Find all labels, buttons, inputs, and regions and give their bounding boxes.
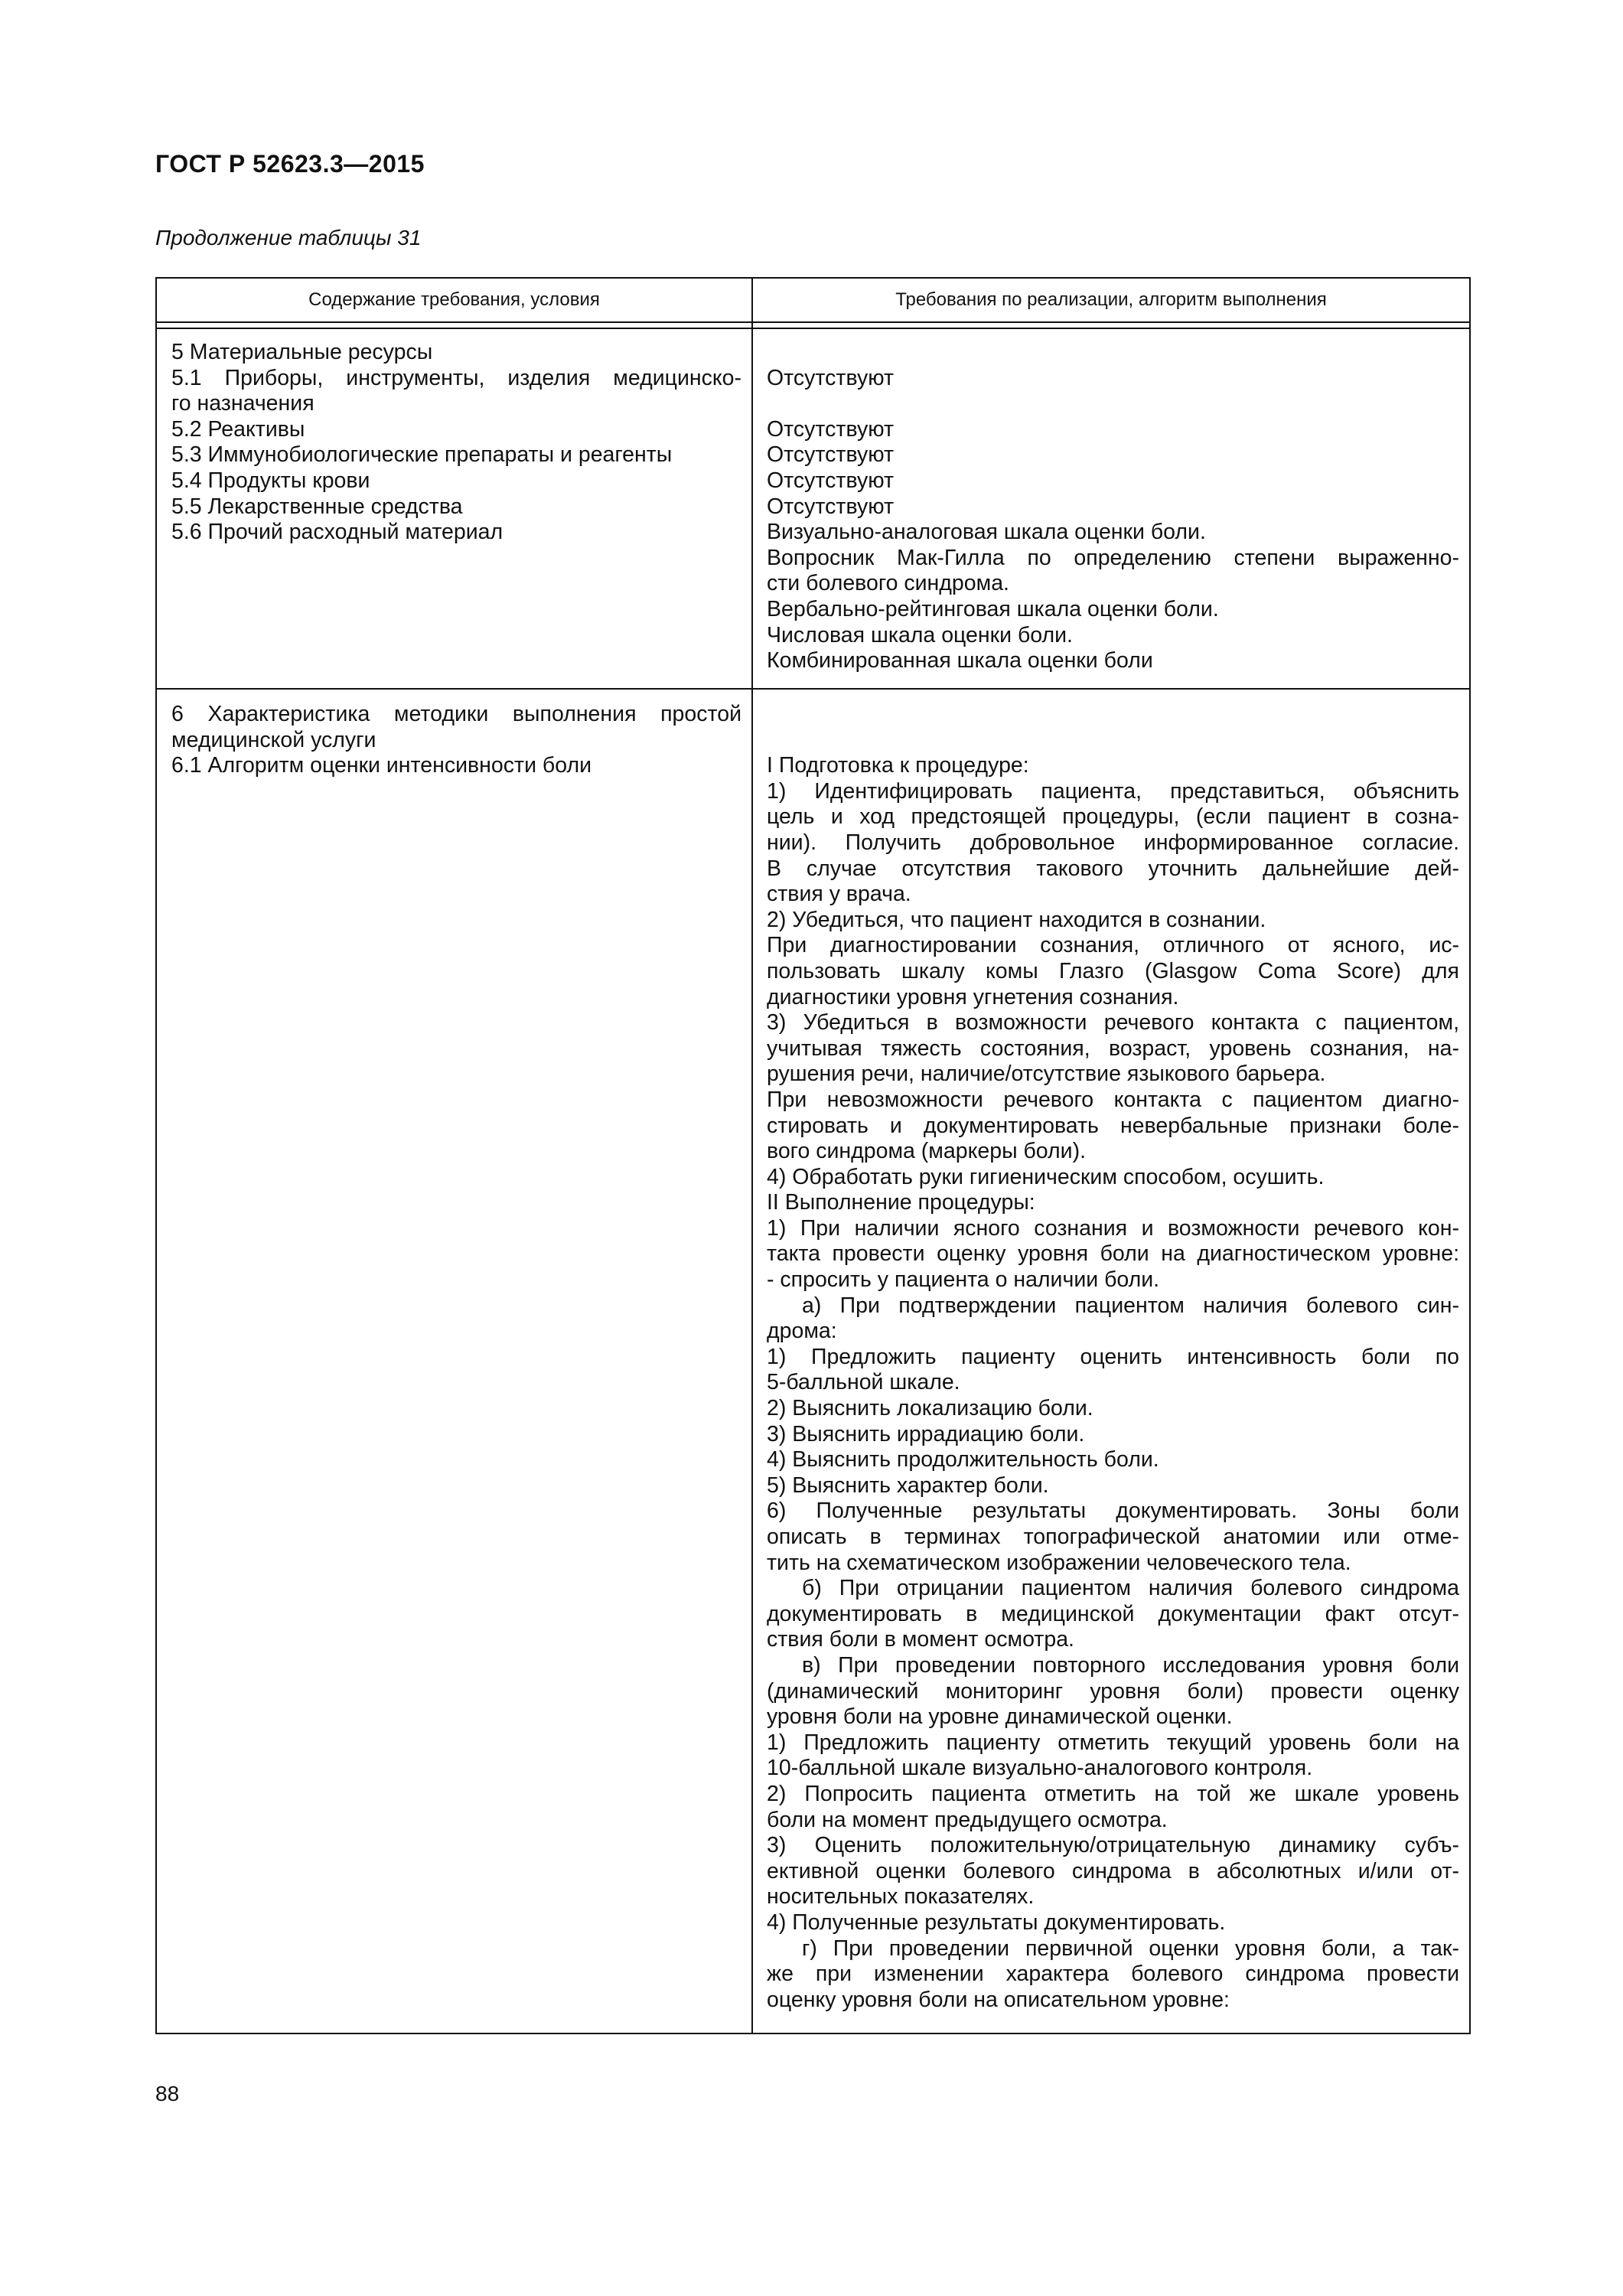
text-line: 6) Полученные результаты документировать. Зоны боли xyxy=(767,1499,1459,1524)
text-line: II Выполнение процедуры: xyxy=(767,1190,1035,1215)
text-line: документировать в медицинской документации факт отсут- xyxy=(767,1601,1459,1626)
text-line: - спросить у пациента о наличии боли. xyxy=(767,1267,1160,1293)
text-line: г) При проведении первичной оценки уровня боли, а так- xyxy=(802,1936,1459,1961)
text-line: б) При отрицании пациентом наличия болевого синдрома xyxy=(802,1576,1459,1601)
text-line: ективной оценки болевого синдрома в абсолютных и/или от- xyxy=(767,1858,1459,1883)
text-line: В случае отсутствия такового уточнить дальнейшие дей- xyxy=(767,856,1459,881)
text-line: 1) Идентифицировать пациента, представиться, объяснить xyxy=(767,778,1459,804)
row2-implementation-cell xyxy=(767,702,1459,2013)
text-line: го назначения xyxy=(171,391,314,416)
text-line: пользовать шкалу комы Глазго (Glasgow Coma Score) для xyxy=(767,958,1459,983)
text-line xyxy=(767,391,1459,417)
text-line: Отсутствуют xyxy=(767,416,895,442)
text-line: медицинской услуги xyxy=(171,727,376,752)
text-line: уровня боли на уровне динамической оценки. xyxy=(767,1704,1233,1730)
text-line: 4) Полученные результаты документировать. xyxy=(767,1910,1226,1935)
text-line: нии). Получить добровольное информированное согласие. xyxy=(767,830,1459,855)
text-line xyxy=(767,728,1459,754)
text-line: При невозможности речевого контакта с пациентом диагно- xyxy=(767,1087,1459,1112)
column-divider xyxy=(751,279,753,2033)
text-line: 5.1 Приборы, инструменты, изделия медицинско- xyxy=(171,365,741,390)
header-divider-top xyxy=(157,321,1469,323)
text-line: Вопросник Мак-Гилла по определению степени выраженно- xyxy=(767,545,1459,570)
table-caption: Продолжение таблицы 31 xyxy=(155,226,422,249)
text-line xyxy=(767,702,1459,728)
text-line: 2) Выяснить локализацию боли. xyxy=(767,1396,1093,1421)
text-line: 5.5 Лекарственные средства xyxy=(171,494,463,519)
text-line: 5 Материальные ресурсы xyxy=(171,340,433,364)
column-header-implementation: Требования по реализации, алгоритм выполнения xyxy=(895,289,1327,310)
column-header-conditions: Содержание требования, условия xyxy=(308,289,600,310)
text-line: 3) Оценить положительную/отрицательную динамику субъ- xyxy=(767,1833,1459,1858)
text-line: рушения речи, наличие/отсутствие языкового барьера. xyxy=(767,1062,1326,1087)
text-line: цель и ход предстоящей процедуры, (если пациент в созна- xyxy=(767,804,1459,830)
text-line: 1) Предложить пациенту отметить текущий уровень боли на xyxy=(767,1730,1459,1755)
text-line: Отсутствуют xyxy=(767,365,895,390)
text-line: сти болевого синдрома. xyxy=(767,571,1009,596)
text-line: 4) Обработать руки гигиеническим способом, осушить. xyxy=(767,1164,1325,1189)
row1-conditions-cell xyxy=(171,340,741,546)
text-line: Отсутствуют xyxy=(767,494,895,519)
text-line: же при изменении характера болевого синдрома провести xyxy=(767,1962,1459,1987)
text-line: 2) Попросить пациента отметить на той же шкале уровень xyxy=(767,1781,1459,1806)
text-line: 10-балльной шкале визуально-аналогового контроля. xyxy=(767,1756,1313,1781)
text-line: 5.4 Продукты крови xyxy=(171,468,370,493)
text-line: 3) Убедиться в возможности речевого контакта с пациентом, xyxy=(767,1010,1459,1035)
text-line: 2) Убедиться, что пациент находится в сознании. xyxy=(767,907,1266,932)
text-line: вого синдрома (маркеры боли). xyxy=(767,1139,1086,1164)
text-line: Отсутствуют xyxy=(767,468,895,493)
text-line: (динамический мониторинг уровня боли) провести оценку xyxy=(767,1678,1459,1704)
text-line: Вербально-рейтинговая шкала оценки боли. xyxy=(767,596,1219,621)
text-line: ствия боли в момент осмотра. xyxy=(767,1627,1074,1652)
text-line: 6 Характеристика методики выполнения простой xyxy=(171,702,741,726)
row-divider xyxy=(157,688,1469,690)
text-line: 6.1 Алгоритм оценки интенсивности боли xyxy=(171,753,592,778)
text-line: 5-балльной шкале. xyxy=(767,1370,960,1395)
text-line: 5.6 Прочий расходный материал xyxy=(171,520,504,545)
text-line: 5.2 Реактивы xyxy=(171,416,305,442)
text-line: Отсутствуют xyxy=(767,442,895,468)
header-divider-bottom xyxy=(157,328,1469,329)
text-line xyxy=(767,340,1459,366)
requirements-table xyxy=(155,277,1471,2034)
text-line: тить на схематическом изображении человеческого тела. xyxy=(767,1550,1351,1575)
text-line: При диагностировании сознания, отличного от ясного, ис- xyxy=(767,933,1459,958)
text-line: 1) При наличии ясного сознания и возможности речевого кон- xyxy=(767,1215,1459,1241)
text-line: описать в терминах топографической анатомии или отме- xyxy=(767,1525,1459,1549)
text-line: ствия у врача. xyxy=(767,882,911,907)
text-line: 1) Предложить пациенту оценить интенсивность боли по xyxy=(767,1344,1459,1369)
text-line: Числовая шкала оценки боли. xyxy=(767,622,1073,647)
text-line: 3) Выяснить иррадиацию боли. xyxy=(767,1421,1085,1446)
text-line: учитывая тяжесть состояния, возраст, уровень сознания, на- xyxy=(767,1035,1459,1061)
text-line: стировать и документировать невербальные признаки боле- xyxy=(767,1113,1459,1138)
text-line: оценку уровня боли на описательном уровне: xyxy=(767,1987,1230,2012)
text-line: носительных показателях. xyxy=(767,1884,1035,1910)
text-line: в) При проведении повторного исследования уровня боли xyxy=(802,1652,1459,1678)
row1-implementation-cell xyxy=(767,340,1459,674)
row2-conditions-cell xyxy=(171,702,741,779)
text-line: Визуально-аналоговая шкала оценки боли. xyxy=(767,520,1206,545)
text-line: Комбинированная шкала оценки боли xyxy=(767,648,1153,673)
text-line: 4) Выяснить продолжительность боли. xyxy=(767,1447,1159,1473)
text-line: дрома: xyxy=(767,1319,837,1344)
text-line: а) При подтверждении пациентом наличия болевого син- xyxy=(802,1293,1459,1318)
text-line: 5.3 Иммунобиологические препараты и реагенты xyxy=(171,442,673,468)
text-line: диагностики уровня угнетения сознания. xyxy=(767,984,1179,1009)
text-line: такта провести оценку уровня боли на диагностическом уровне: xyxy=(767,1241,1459,1267)
page-number: 88 xyxy=(155,2082,180,2105)
text-line: I Подготовка к процедуре: xyxy=(767,753,1029,778)
text-line: 5) Выяснить характер боли. xyxy=(767,1473,1049,1498)
text-line: боли на момент предыдущего осмотра. xyxy=(767,1807,1168,1832)
document-code: ГОСТ Р 52623.3—2015 xyxy=(155,150,425,178)
